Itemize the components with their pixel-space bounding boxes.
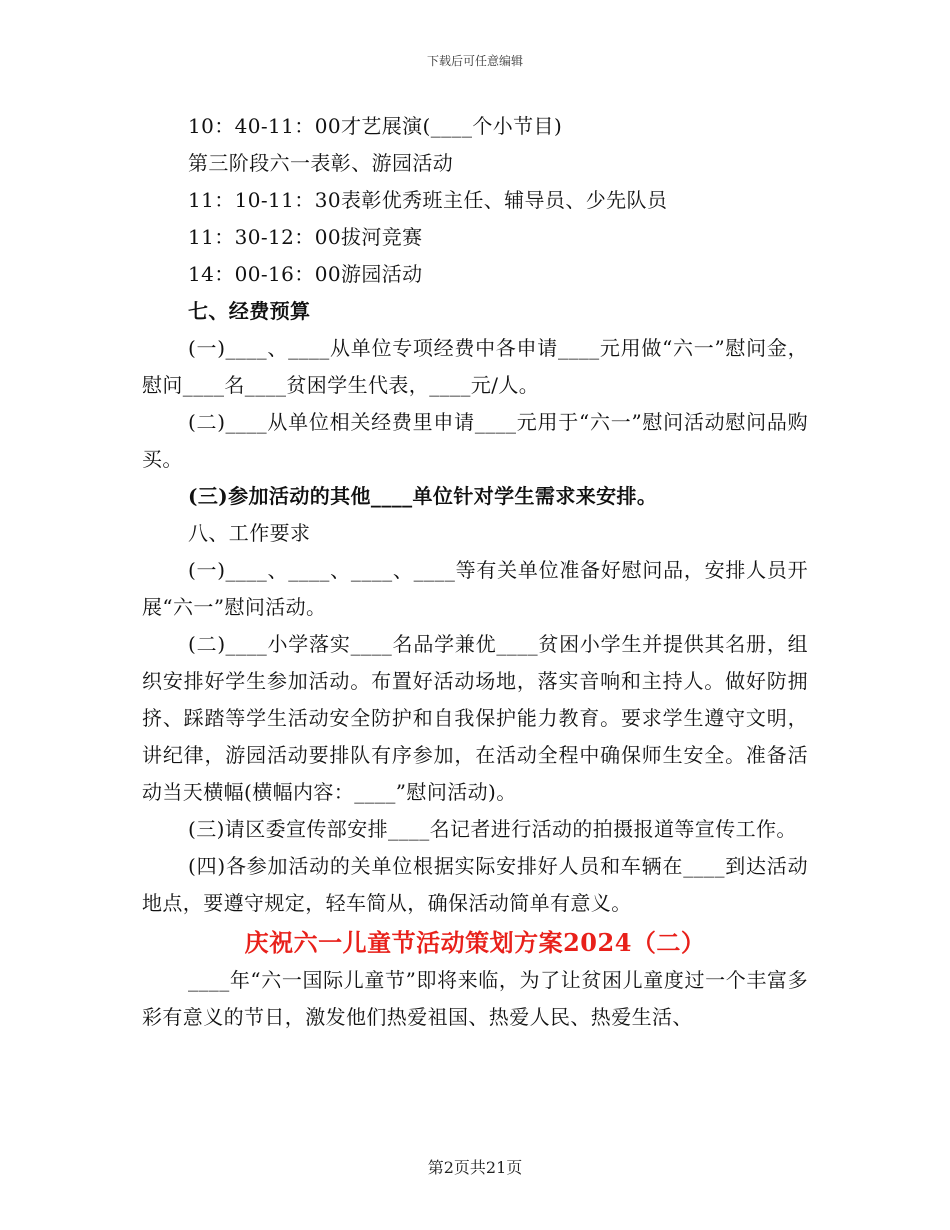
- document-body: [142, 108, 808, 1036]
- schedule-line-1: 10：40-11：00才艺展演(____个小节目): [188, 114, 563, 138]
- section-title: 庆祝六一儿童节活动策划方案2024（二）: [244, 928, 706, 957]
- budget-item-1: (一)____、____从单位专项经费中各申请____元用做“六一”慰问金，慰问____名____贫困学生代表，____元/人。: [142, 336, 808, 397]
- work-item-3: (三)请区委宣传部安排____名记者进行活动的拍摄报道等宣传工作。: [188, 817, 797, 841]
- work-item-4: (四)各参加活动的关单位根据实际安排好人员和车辆在____到达活动地点，要遵守规定，轻车简从，确保活动简单有意义。: [142, 854, 808, 915]
- intro-paragraph: ____年“六一国际儿童节”即将来临，为了让贫困儿童度过一个丰富多彩有意义的节日，激发他们热爱祖国、热爱人民、热爱生活、: [142, 968, 808, 1029]
- schedule-line-3: 11：10-11：30表彰优秀班主任、辅导员、少先队员: [188, 188, 668, 212]
- work-item-2: (二)____小学落实____名品学兼优____贫困小学生并提供其名册，组织安排好学生参加活动。布置好活动场地，落实音响和主持人。做好防拥挤、踩踏等学生活动安全防护和自我保护能力教育。要求学生遵守文明，讲纪律，游园活动要排队有序参加，在活动全程中确保师生安全。准备活动当天横幅(横幅内容：____”慰问活动)。: [142, 632, 808, 804]
- work-heading: 八、工作要求: [188, 521, 311, 545]
- work-item-1: (一)____、____、____、____等有关单位准备好慰问品，安排人员开展“六一”慰问活动。: [142, 558, 808, 619]
- budget-heading: 七、经费预算: [188, 299, 311, 323]
- schedule-line-2: 第三阶段六一表彰、游园活动: [188, 151, 454, 175]
- page-header-note: 下载后可任意编辑: [426, 54, 523, 68]
- page-number: 第2页共21页: [427, 1158, 523, 1177]
- schedule-line-4: 11：30-12：00拔河竞赛: [188, 225, 423, 249]
- budget-item-3: (三)参加活动的其他____单位针对学生需求来安排。: [188, 484, 658, 508]
- budget-item-2: (二)____从单位相关经费里申请____元用于“六一”慰问活动慰问品购买。: [142, 410, 808, 471]
- schedule-line-5: 14：00-16：00游园活动: [188, 262, 423, 286]
